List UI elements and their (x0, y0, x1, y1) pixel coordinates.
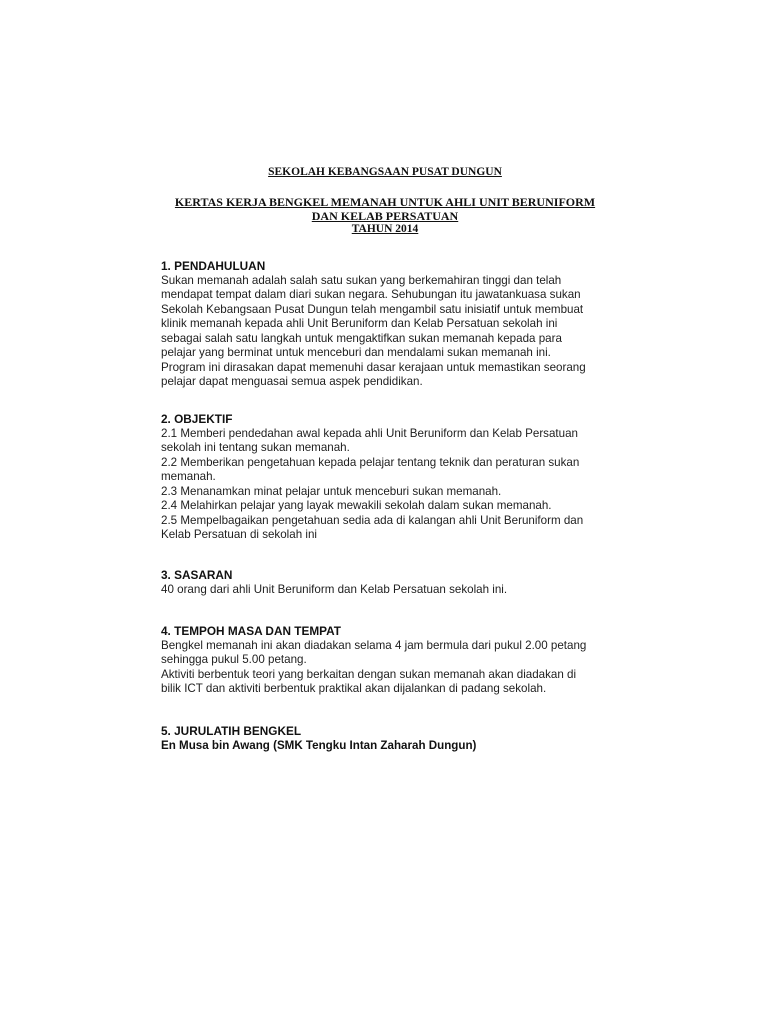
section-line: pelajar dapat menguasai semua aspek pendidikan. (161, 375, 423, 388)
section-heading: 5. JURULATIH BENGKEL (161, 724, 302, 738)
document-title-line-2: DAN KELAB PERSATUAN (311, 209, 459, 223)
section-line: Sukan memanah adalah salah satu sukan yang berkemahiran tinggi dan telah (161, 273, 562, 287)
section-pendahuluan (161, 259, 611, 390)
document-title (150, 195, 620, 223)
section-line: pelajar yang berminat untuk menceburi dan mendalami sukan memanah ini. (161, 346, 551, 359)
section-line: 2.1 Memberi pendedahan awal kepada ahli Unit Beruniform dan Kelab Persatuan (161, 426, 578, 440)
section-line: 2.2 Memberikan pengetahuan kepada pelajar tentang teknik dan peraturan sukan (161, 455, 580, 469)
section-line: sehingga pukul 5.00 petang. (161, 653, 307, 666)
section-line: 2.5 Mempelbagaikan pengetahuan sedia ada di kalangan ahli Unit Beruniform dan (161, 513, 584, 527)
section-line: Aktiviti berbentuk teori yang berkaitan dengan sukan memanah akan diadakan di (161, 667, 577, 681)
section-line: Bengkel memanah ini akan diadakan selama 4 jam bermula dari pukul 2.00 petang (161, 638, 587, 652)
section-line: 2.3 Menanamkan minat pelajar untuk menceburi sukan memanah. (161, 484, 502, 498)
school-name: SEKOLAH KEBANGSAAN PUSAT DUNGUN (268, 166, 502, 178)
section-line: Program ini dirasakan dapat memenuhi dasar kerajaan untuk memastikan seorang (161, 360, 586, 374)
section-heading: 4. TEMPOH MASA DAN TEMPAT (161, 624, 342, 638)
section-tempoh-masa (161, 624, 611, 697)
section-line: mendapat tempat dalam diari sukan negara. Sehubungan itu jawatankuasa sukan (161, 288, 581, 301)
section-line: Sekolah Kebangsaan Pusat Dungun telah mengambil satu inisiatif untuk membuat (161, 302, 584, 316)
document-year: TAHUN 2014 (351, 223, 419, 235)
section-line: memanah. (161, 470, 216, 483)
section-line: bilik ICT dan aktiviti berbentuk praktikal akan dijalankan di padang sekolah. (161, 682, 547, 695)
section-line: 40 orang dari ahli Unit Beruniform dan Kelab Persatuan sekolah ini. (161, 582, 508, 596)
section-line: sekolah ini tentang sukan memanah. (161, 441, 350, 454)
section-heading: 2. OBJEKTIF (161, 412, 233, 426)
document-title-line-1: KERTAS KERJA BENGKEL MEMANAH UNTUK AHLI UNIT BERUNIFORM (174, 195, 596, 209)
section-heading: 3. SASARAN (161, 568, 233, 582)
section-line: Kelab Persatuan di sekolah ini (161, 528, 317, 541)
section-line: sebagai salah satu langkah untuk mengaktifkan sukan memanah kepada para (161, 331, 562, 345)
section-line: klinik memanah kepada ahli Unit Beruniform dan Kelab Persatuan sekolah ini (161, 317, 558, 330)
section-objektif (161, 412, 611, 543)
trainer-name: En Musa bin Awang (SMK Tengku Intan Zaharah Dungun) (161, 738, 477, 752)
section-heading: 1. PENDAHULUAN (161, 259, 266, 273)
section-jurulatih (161, 724, 611, 753)
section-line: 2.4 Melahirkan pelajar yang layak mewakili sekolah dalam sukan memanah. (161, 499, 552, 512)
section-sasaran (161, 568, 611, 597)
